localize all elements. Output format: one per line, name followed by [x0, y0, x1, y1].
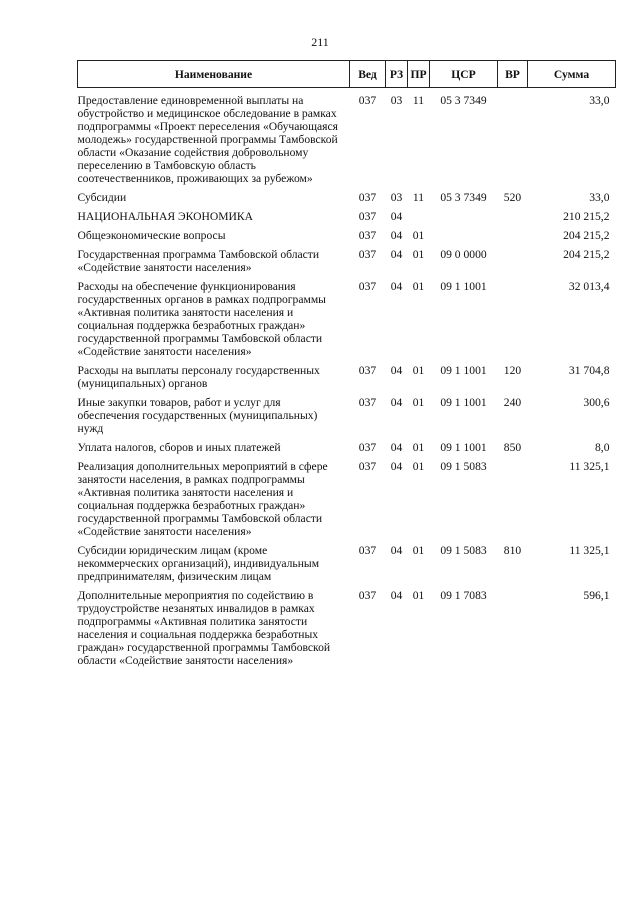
row-pr: 01 [412, 229, 425, 242]
row-sum: 31 704,8 [568, 364, 610, 377]
row-pr: 11 [412, 94, 425, 107]
row-ved: 037 [358, 460, 377, 473]
row-pr: 01 [412, 589, 425, 602]
row-sum: 204 215,2 [563, 229, 610, 242]
row-csr: 09 1 5083 [440, 460, 487, 473]
row-vr [498, 88, 528, 189]
row-rz: 04 [390, 589, 403, 602]
table-row [78, 88, 616, 189]
row-vr: 810 [503, 544, 522, 557]
row-name: Дополнительные мероприятия по содействию в трудоустройстве незанятых инвалидов в рамках подпрограммы «Активная политика занятости населения и социальная поддержка безработных граждан» государственной программы Тамбовской области «Содействие занятости населения» [77, 589, 331, 667]
row-vr: 120 [503, 364, 522, 377]
row-rz: 04 [390, 364, 403, 377]
row-name: Государственная программа Тамбовской области «Содействие занятости населения» [77, 248, 320, 274]
row-sum: 204 215,2 [563, 248, 610, 261]
row-sum: 8,0 [595, 441, 610, 454]
table-row [78, 393, 616, 438]
row-csr: 09 1 7083 [440, 589, 487, 602]
row-csr: 09 0 0000 [440, 248, 487, 261]
row-csr [430, 226, 498, 245]
row-name: Расходы на выплаты персоналу государственных (муниципальных) органов [77, 364, 320, 390]
row-sum: 210 215,2 [563, 210, 610, 223]
row-name: Иные закупки товаров, работ и услуг для обеспечения государственных (муниципальных) нужд [77, 396, 318, 435]
table-row [78, 226, 616, 245]
row-rz: 03 [390, 94, 403, 107]
row-vr [498, 226, 528, 245]
row-ved: 037 [358, 229, 377, 242]
row-vr: 850 [503, 441, 522, 454]
row-rz: 04 [390, 460, 403, 473]
table-row [78, 586, 616, 670]
row-rz: 04 [390, 280, 403, 293]
header-rz: РЗ [386, 61, 408, 88]
row-pr: 01 [412, 441, 425, 454]
row-sum: 11 325,1 [569, 460, 610, 473]
header-ved: Вед [350, 61, 386, 88]
row-csr: 09 1 1001 [440, 280, 487, 293]
row-pr: 01 [412, 544, 425, 557]
table-row [78, 245, 616, 277]
row-rz: 03 [390, 191, 403, 204]
row-rz: 04 [390, 229, 403, 242]
row-ved: 037 [358, 589, 377, 602]
budget-table [77, 60, 616, 670]
row-vr [498, 457, 528, 541]
table-row [78, 207, 616, 226]
row-vr [498, 277, 528, 361]
row-csr: 05 3 7349 [440, 191, 487, 204]
row-ved: 037 [358, 280, 377, 293]
row-pr: 01 [412, 248, 425, 261]
row-ved: 037 [358, 248, 377, 261]
row-name: Субсидии [77, 191, 127, 204]
row-ved: 037 [358, 441, 377, 454]
row-rz: 04 [390, 544, 403, 557]
row-ved: 037 [358, 544, 377, 557]
row-csr: 09 1 5083 [440, 544, 487, 557]
row-sum: 596,1 [583, 589, 610, 602]
row-vr [498, 207, 528, 226]
row-vr [498, 586, 528, 670]
row-sum: 33,0 [589, 94, 610, 107]
row-sum: 32 013,4 [568, 280, 610, 293]
header-pr: ПР [408, 61, 430, 88]
header-sum: Сумма [528, 61, 616, 88]
row-pr: 01 [412, 460, 425, 473]
row-sum: 11 325,1 [569, 544, 610, 557]
row-rz: 04 [390, 248, 403, 261]
table-row [78, 361, 616, 393]
table-row [78, 277, 616, 361]
row-csr [430, 207, 498, 226]
table-row [78, 188, 616, 207]
table-row [78, 541, 616, 586]
row-pr: 01 [412, 364, 425, 377]
row-sum: 33,0 [589, 191, 610, 204]
row-csr: 09 1 1001 [440, 396, 487, 409]
row-csr: 09 1 1001 [440, 364, 487, 377]
row-name: Реализация дополнительных мероприятий в сфере занятости населения, в рамках подпрограммы «Активная политика занятости населения и социальная поддержка безработных граждан» государственной программы Тамбовской области «Содействие занятости населения» [77, 460, 328, 538]
row-rz: 04 [390, 210, 403, 223]
row-name: НАЦИОНАЛЬНАЯ ЭКОНОМИКА [77, 210, 254, 223]
row-pr: 01 [412, 280, 425, 293]
row-rz: 04 [390, 396, 403, 409]
header-name: Наименование [78, 61, 350, 88]
page-number: 211 [311, 35, 329, 49]
row-name: Общеэкономические вопросы [77, 229, 226, 242]
row-csr: 09 1 1001 [440, 441, 487, 454]
row-vr [498, 245, 528, 277]
row-vr: 520 [503, 191, 522, 204]
table-row [78, 438, 616, 457]
table-header-row [78, 61, 616, 88]
row-pr: 01 [412, 396, 425, 409]
row-name: Уплата налогов, сборов и иных платежей [77, 441, 281, 454]
row-rz: 04 [390, 441, 403, 454]
row-ved: 037 [358, 94, 377, 107]
header-vr: ВР [498, 61, 528, 88]
row-vr: 240 [503, 396, 522, 409]
table-row [78, 457, 616, 541]
row-ved: 037 [358, 364, 377, 377]
header-csr: ЦСР [430, 61, 498, 88]
row-name: Расходы на обеспечение функционирования государственных органов в рамках подпрограммы «Активная политика занятости населения и социальная поддержка безработных граждан» государственной программы Тамбовской области «Содействие занятости населения» [77, 280, 326, 358]
row-name: Предоставление единовременной выплаты на обустройство и медицинское обследование в рамках подпрограммы «Проект переселения «Обучающаяся молодежь» государственной программы Тамбовской области «Оказание содействия добровольному переселению в Тамбовскую область соотечественников, проживающих за рубежом» [77, 94, 338, 185]
row-pr: 11 [412, 191, 425, 204]
row-name: Субсидии юридическим лицам (кроме некоммерческих организаций), индивидуальным предпринимателям, физическим лицам [77, 544, 320, 583]
row-ved: 037 [358, 396, 377, 409]
row-pr [408, 207, 430, 226]
row-csr: 05 3 7349 [440, 94, 487, 107]
row-sum: 300,6 [583, 396, 610, 409]
row-ved: 037 [358, 210, 377, 223]
row-ved: 037 [358, 191, 377, 204]
